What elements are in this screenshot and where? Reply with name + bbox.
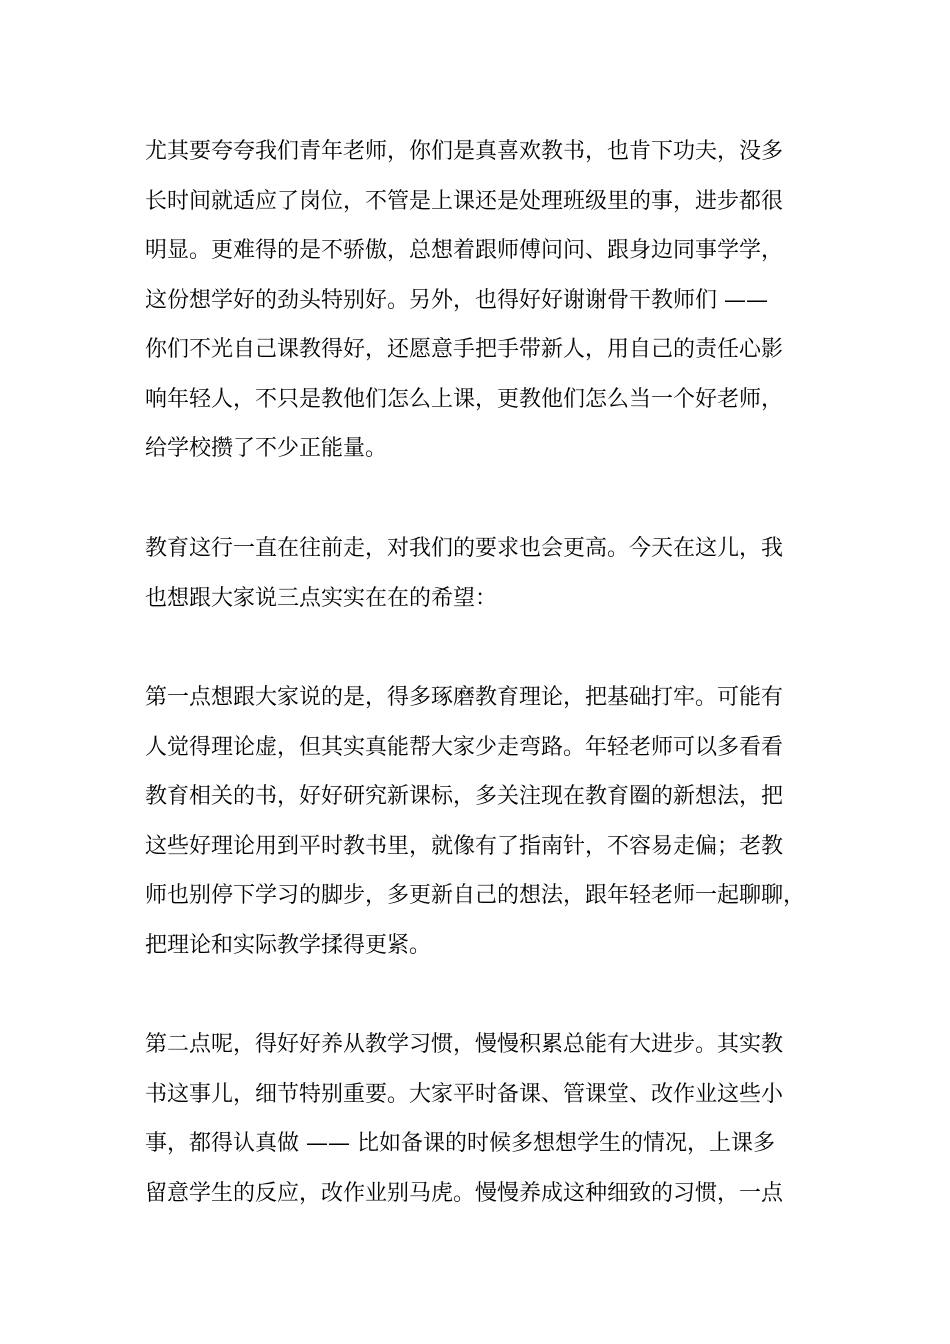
text-line: 明显。更难得的是不骄傲，总想着跟师傅问问、跟身边同事学学， (145, 238, 784, 263)
text-line: 师也别停下学习的脚步，多更新自己的想法，跟年轻老师一起聊聊， (145, 883, 806, 908)
text-line: 把理论和实际教学揉得更紧。 (145, 932, 432, 958)
text-line: 给学校攒了不少正能量。 (145, 436, 388, 461)
text-line: 长时间就适应了岗位，不管是上课还是处理班级里的事，进步都很 (145, 188, 784, 214)
text-line: 你们不光自己课教得好，还愿意手把手带新人，用自己的责任心影 (145, 337, 784, 362)
text-line: 教育相关的书，好好研究新课标，多关注现在教育圈的新想法，把 (145, 784, 784, 809)
text-line: 书这事儿，细节特别重要。大家平时备课、管课堂、改作业这些小 (145, 1081, 784, 1107)
text-line: 响年轻人，不只是教他们怎么上课，更教他们怎么当一个好老师， (145, 386, 784, 412)
text-line: 第一点想跟大家说的是，得多琢磨教育理论，把基础打牢。可能有 (145, 685, 784, 710)
text-line: 第二点呢，得好好养从教学习惯，慢慢积累总能有大进步。其实教 (145, 1032, 784, 1057)
text-line: 教育这行一直在往前走，对我们的要求也会更高。今天在这儿，我 (145, 536, 784, 561)
paragraph-point-two (145, 1020, 835, 1218)
text-line: 留意学生的反应，改作业别马虎。慢慢养成这种细致的习惯，一点 (145, 1180, 784, 1206)
text-line: 这份想学好的劲头特别好。另外，也得好好谢谢骨干教师们 —— (145, 287, 768, 313)
text-line: 也想跟大家说三点实实在在的希望： (145, 585, 498, 611)
paragraph-point-one (145, 673, 835, 970)
text-line: 事，都得认真做 —— 比如备课的时候多想想学生的情况，上课多 (145, 1131, 775, 1156)
text-line: 尤其要夸夸我们青年老师，你们是真喜欢教书，也肯下功夫，没多 (145, 139, 784, 164)
text-line: 这些好理论用到平时教书里，就像有了指南针，不容易走偏；老教 (145, 833, 784, 859)
paragraph-three-hopes-intro (145, 524, 835, 623)
text-line: 人觉得理论虚，但其实真能帮大家少走弯路。年轻老师可以多看看 (145, 734, 784, 760)
paragraph-praise-teachers (145, 127, 835, 474)
